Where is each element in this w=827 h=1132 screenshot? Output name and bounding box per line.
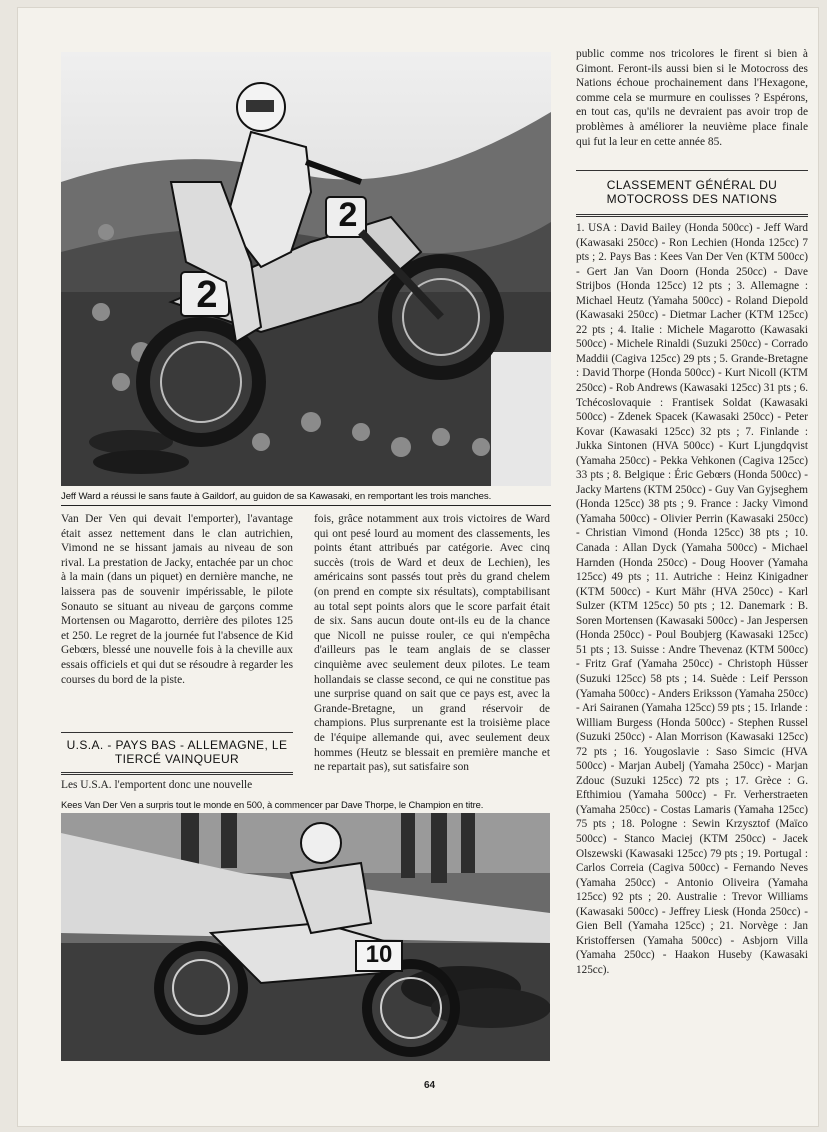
- photo-illustration: [61, 813, 550, 1061]
- photo-top-caption: Jeff Ward a réussi le sans faute à Gaildorf, au guidon de sa Kawasaki, en remportant les trois manches.: [61, 491, 492, 502]
- article-paragraph: fois, grâce notamment aux trois victoires de Ward qui ont pesé lourd au moment des classements, les points étant attribués par catégorie. Avec cinq succès (trois de Ward et deux de Lechien), les américains sont passés tout près du grand chelem (on prend en compte six résultats), comptabilisant au total sept points alors que le score parfait était de six. Sans aucun doute ont-ils eu de la chance que Nicoll ne puisse rouler, ce qui n'empêcha d'ailleurs pas le team anglais de se classer cinquième avec seulement deux pilotes. Le team hollandais se classe second, ce qui ne constitue pas une surprise quand on sait que ce pays est, avec la Grande-Bretagne, un grand réservoir de champions. Plus surprenante est la troisième place de l'équipe allemande qui, avec seulement deux hommes (Heutz se blessait en première manche et ne repartait pas), sut satisfaire son: [314, 513, 550, 774]
- section-heading: U.S.A. - PAYS BAS - ALLEMAGNE, LE TIERCÉ VAINQUEUR: [66, 738, 288, 766]
- bike-number-top-front: 2: [338, 196, 358, 234]
- classement-heading: CLASSEMENT GÉNÉRAL DU MOTOCROSS DES NATIONS: [606, 178, 778, 206]
- classement-text: 1. USA : David Bailey (Honda 500cc) - Jeff Ward (Kawasaki 250cc) - Ron Lechien (Honda 125cc) 7 pts ; 2. Pays Bas : Kees Van Der Ven (KTM 500cc) - Gert Jan Van Doorn (Honda 250cc) - Dave Strijbos (Honda 125cc) 12 pts ; 3. Allemagne : Michael Heutz (Yamaha 500cc) - Roland Diepold (Kawasaki 250cc) - Dietmar Lacher (KTM 125cc) 22 pts ; 4. Italie : Michele Magarotto (Kawasaki 500cc) - Michele Rinaldi (Suzuki 250cc) - Corrado Maddii (Cagiva 125cc) 29 pts ; 5. Grande-Bretagne : David Thorpe (Honda 500cc) - Kurt Nicoll (KTM 250cc) - Rob Andrews (Kawasaki 125cc) 31 pts ; 6. Tchécoslovaquie : Frantisek Soldat (Kawasaki 500cc) - Zdenek Spacek (Kawasaki 250cc) - Peter Kovar (Kawasaki 125cc) 32 pts ; 7. Finlande : Jukka Sintonen (HVA 500cc) - Kurt Ljungdqvist (Yamaha 250cc) - Pekka Vehkonen (Cagiva 125cc) 33 pts ; 8. Belgique : Éric Gebœrs (Honda 500cc) - Jacky Martens (KTM 250cc) - Guy Van Gyjseghem (Honda 125cc) 38 pts ; 9. France : Jacky Vimond (Yamaha 500cc) - Olivier Perrin (Kawasaki 250cc) - Christian Vimond (Honda 125cc) 38 pts ; 10. Canada : Allan Dyck (Yamaha 500cc) - Michael Harnden (Honda 250cc) - Doug Hoover (Yamaha 125cc) 49 pts ; 11. Autriche : Heinz Kinigadner (KTM 500cc) - Kurt Mähr (HVA 250cc) - Karl Sulzer (KTM 125cc) 50 pts ; 12. Danemark : B. Soren Mortensen (Kawasaki 500cc) - Jan Jespersen (Honda 250cc) - Poul Boubjerg (Kawasaki 125cc) 51 pts ; 13. Suisse : Andre Thevenaz (KTM 500cc) - Fritz Graf (Yamaha 250cc) - Christoph Hüsser (Suzuki 125cc) 58 pts ; 14. Suède : Leif Persson (Yamaha 500cc) - Anders Eriksson (Yamaha 250cc) - Ari Sairanen (Yamaha 125cc) 59 pts ; 15. Irlande : William Burgess (Honda 500cc) - Stephen Russel (Suzuki 250cc) - Alan Morrison (Kawasaki 125cc) 72 pts ; 16. Yougoslavie : Saso Simcic (HVA 500cc) - Marjan Aubelj (Yamaha 250cc) - Marjan Zdouc (Suzuki 125cc) 72 pts ; 17. Grèce : G. Efthimiou (Yamaha 500cc) - Fr. Verherstraeten (Yamaha 250cc) - Costas Lamaris (Yamaha 125cc) 75 pts ; 18. Pologne : Sewin Krzysztof (Maïco 500cc) - Stanco Maciej (KTM 250cc) - Jacek Olszewski (Kawasaki 125cc) 79 pts ; 19. Portugal : Carlos Correia (Cagiva 500cc) - Fernando Neves (Yamaha 250cc) - Antonio Oliveira (Yamaha 125cc) 92 pts ; 20. Australie : Trevor Williams (Kawasaki 500cc) - Jeffrey Liesk (Honda 250cc) - Gien Bell (Yamaha 125cc) ; 21. Norvège : Jan Kristoffersen (Yamaha 500cc) - Asbjorn Villa (Yamaha 250cc) - Haakon Huseby (Kawasaki 125cc).: [576, 222, 808, 976]
- photo-bottom-caption: Kees Van Der Ven a surpris tout le monde en 500, à commencer par Dave Thorpe, le Champion en titre.: [61, 799, 484, 810]
- article-paragraph: Van Der Ven qui devait l'emporter), l'avantage était assez nettement dans le clan autrichien, Vimond ne se hissant jamais au niveau de son rival. La prestation de Jacky, entachée par un choc à la main (dans un piquet) en dernière manche, ne laissera pas de souvenir impérissable, le pilote Sonauto se situant au niveau de garçons comme Mortensen ou Magarotto, derrière des pilotes 125 et 250. Le regret de la journée fut l'absence de Kid Gebœrs, blessé une nouvelle fois à la cheville aux essais officiels et qui dut se résoudre à regarder les courses du bord de la piste.: [61, 513, 293, 686]
- classement-list: [576, 221, 808, 977]
- heading-rule-top: [61, 732, 293, 733]
- page-number: 64: [424, 1080, 436, 1091]
- photo-illustration: [61, 52, 551, 486]
- bike-number-top: 2: [196, 274, 218, 316]
- classement-rule-bottom: [576, 214, 808, 217]
- article-column-1-continued: [61, 778, 293, 793]
- bike-number-bottom: 10: [365, 941, 393, 968]
- article-column-3: [576, 47, 808, 149]
- heading-rule-bottom: [61, 772, 293, 775]
- photo-jeff-ward-jump: [61, 52, 551, 486]
- photo-van-der-ven-race: [61, 813, 550, 1061]
- caption-rule-top: [61, 505, 551, 506]
- article-paragraph: Les U.S.A. l'emportent donc une nouvelle: [61, 779, 253, 791]
- article-column-2: [314, 512, 550, 775]
- classement-rule-top: [576, 170, 808, 171]
- article-paragraph: public comme nos tricolores le firent si bien à Gimont. Feront-ils aussi bien si le Motocross des Nations échoue prochainement dans l'Hexagone, comme cela se murmure en coulisses ? Espérons, en tout cas, qu'ils ne devraient pas avoir trop de problèmes à améliorer la neuvième place finale qui fut la leur en cette année 85.: [576, 48, 808, 148]
- article-column-1: [61, 512, 293, 687]
